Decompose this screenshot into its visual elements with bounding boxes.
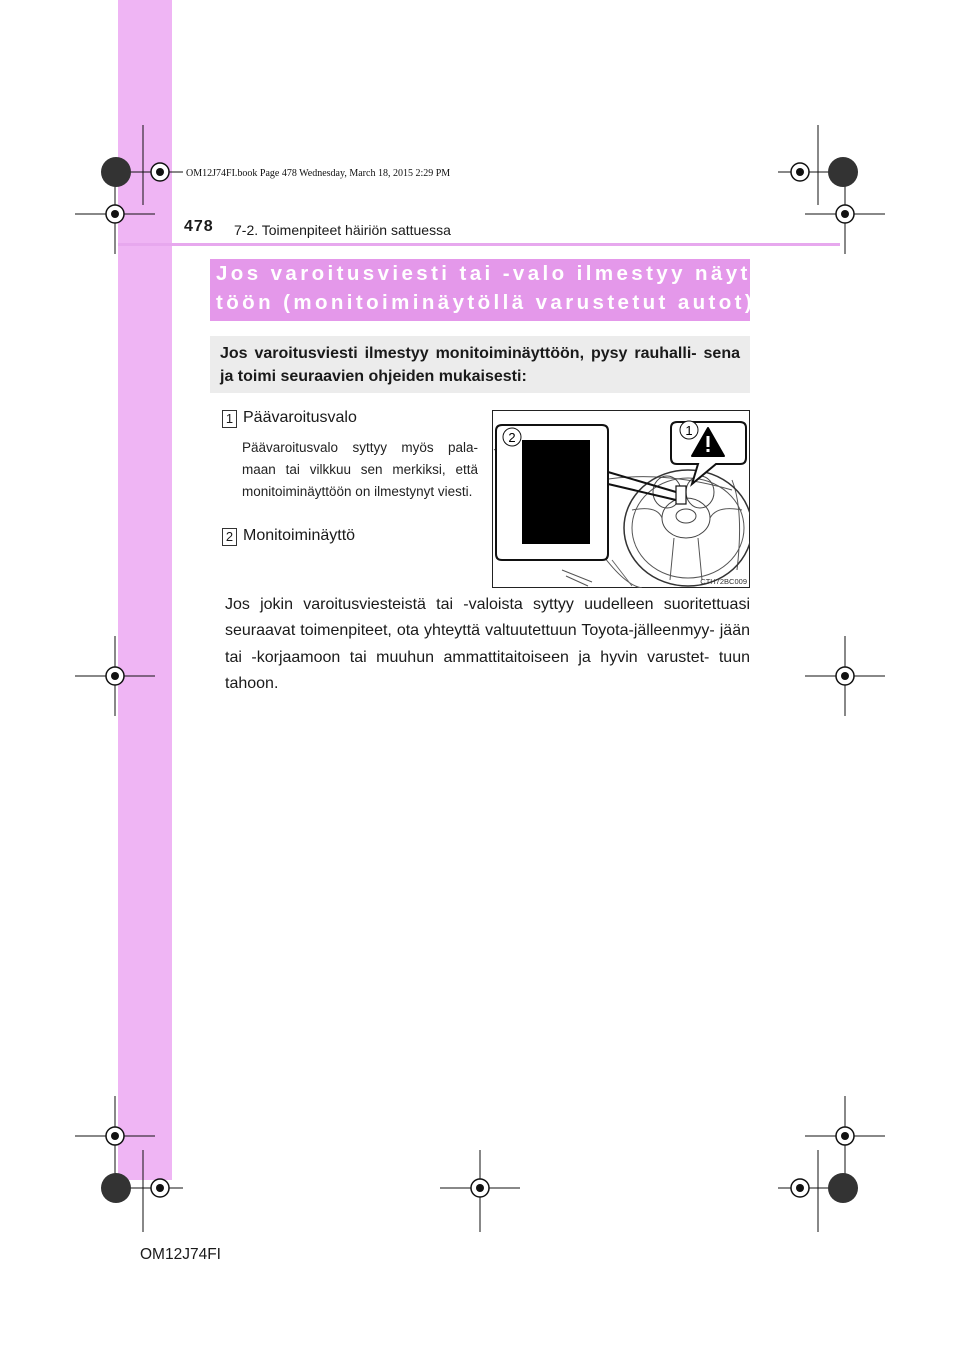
item-heading-1: Päävaroitusvalo bbox=[243, 409, 357, 426]
page-title-box bbox=[210, 259, 761, 321]
callout-number-1: 1 bbox=[685, 423, 693, 438]
item-heading-2: Monitoiminäyttö bbox=[243, 527, 356, 544]
figure-code: CTH72BC009 bbox=[700, 577, 747, 586]
item-number-2: 2 bbox=[222, 528, 237, 546]
side-color-strip bbox=[118, 0, 172, 1180]
dashboard-illustration bbox=[492, 410, 750, 588]
footer-code: OM12J74FI bbox=[140, 1246, 221, 1263]
item-description-1: Päävaroitusvalo syttyy myös pala- maan tai vilkkuu sen merkiksi, että monitoiminäyttöön on ilmestynyt viesti. bbox=[242, 440, 478, 499]
page-number: 478 bbox=[184, 218, 214, 235]
section-title: 7-2. Toimenpiteet häiriön sattuessa bbox=[234, 222, 451, 238]
body-paragraph: Jos jokin varoitusviesteistä tai -valoista syttyy uudelleen suoritettuasi seuraavat toimenpiteet, ota yhteyttä valtuutettuun Toyota-jälleenmyy- jään tai -korjaamoon tai muuhun ammattitaitoiseen ja hyvin varustet- tuun tahoon. bbox=[225, 596, 750, 692]
lead-text: Jos varoitusviesti ilmestyy monitoiminäyttöön, pysy rauhalli- sena ja toimi seuraavien ohjeiden mukaisesti: bbox=[220, 345, 740, 385]
header-rule bbox=[118, 243, 840, 246]
book-info: OM12J74FI.book Page 478 Wednesday, March 18, 2015 2:29 PM bbox=[186, 168, 451, 179]
dashboard-illustration-svg bbox=[492, 410, 750, 588]
page-title-line-2: töön (monitoiminäytöllä varustetut autot) bbox=[216, 291, 756, 314]
item-number-1: 1 bbox=[222, 410, 237, 428]
lead-box bbox=[210, 336, 750, 393]
callout-number-2: 2 bbox=[508, 430, 516, 445]
page-title-line-1: Jos varoitusviesti tai -valo ilmestyy näyt- bbox=[216, 262, 761, 285]
